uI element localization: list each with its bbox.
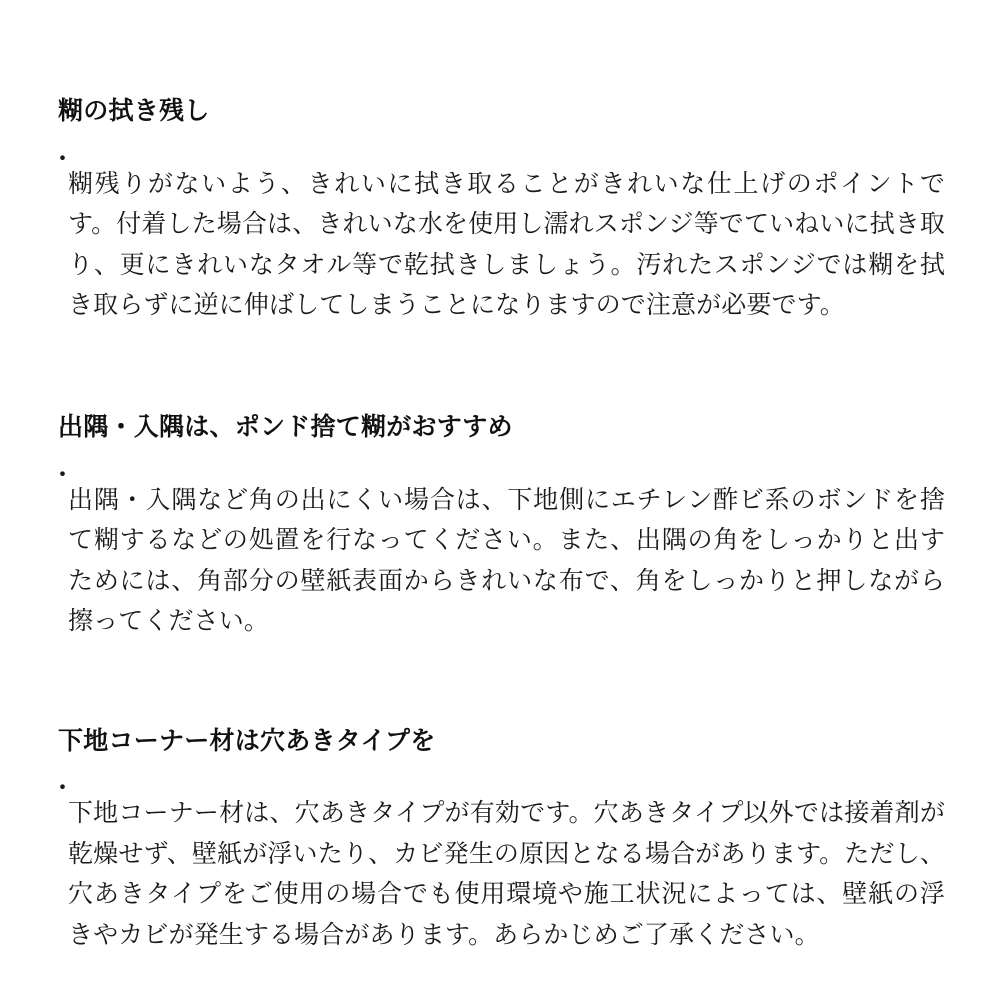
section-heading: 出隅・入隅は、ポンド捨て糊がおすすめ [58,412,513,441]
bullet-marker: ・ [50,144,76,173]
section-heading: 下地コーナー材は穴あきタイプを [58,726,436,755]
section-body-text: 出隅・入隅など角の出にくい場合は、下地側にエチレン酢ビ系のボンドを捨て糊するなどの処置を行なってください。また、出隅の角をしっかりと出すためには、角部分の壁紙表面からきれいな布で、角をしっかりと押しながら擦ってください。 [68,485,945,635]
section-body-item [50,768,945,980]
section-body-text: 下地コーナー材は、穴あきタイプが有効です。穴あきタイプ以外では接着剤が乾燥せず、壁紙が浮いたり、カビ発生の原因となる場合があります。ただし、穴あきタイプをご使用の場合でも使用環境や施工状況によっては、壁紙の浮きやカビが発生する場合があります。あらかじめご了承ください。 [68,799,945,949]
section-corner-bond [50,411,945,667]
section-glue-wipe [50,95,945,351]
section-heading: 糊の拭き残し [58,97,210,125]
bullet-marker: ・ [50,774,76,803]
section-corner-material [50,725,945,981]
bullet-marker: ・ [50,460,76,489]
section-body-text: 糊残りがないよう、きれいに拭き取ることがきれいな仕上げのポイントです。付着した場合は、きれいな水を使用し濡れスポンジ等でていねいに拭き取り、更にきれいなタオル等で乾拭きしましょう。汚れたスポンジでは糊を拭き取らずに逆に伸ばしてしまうことになりますので注意が必要です。 [68,169,945,320]
section-body-item [50,455,945,667]
section-body-item [50,139,945,351]
